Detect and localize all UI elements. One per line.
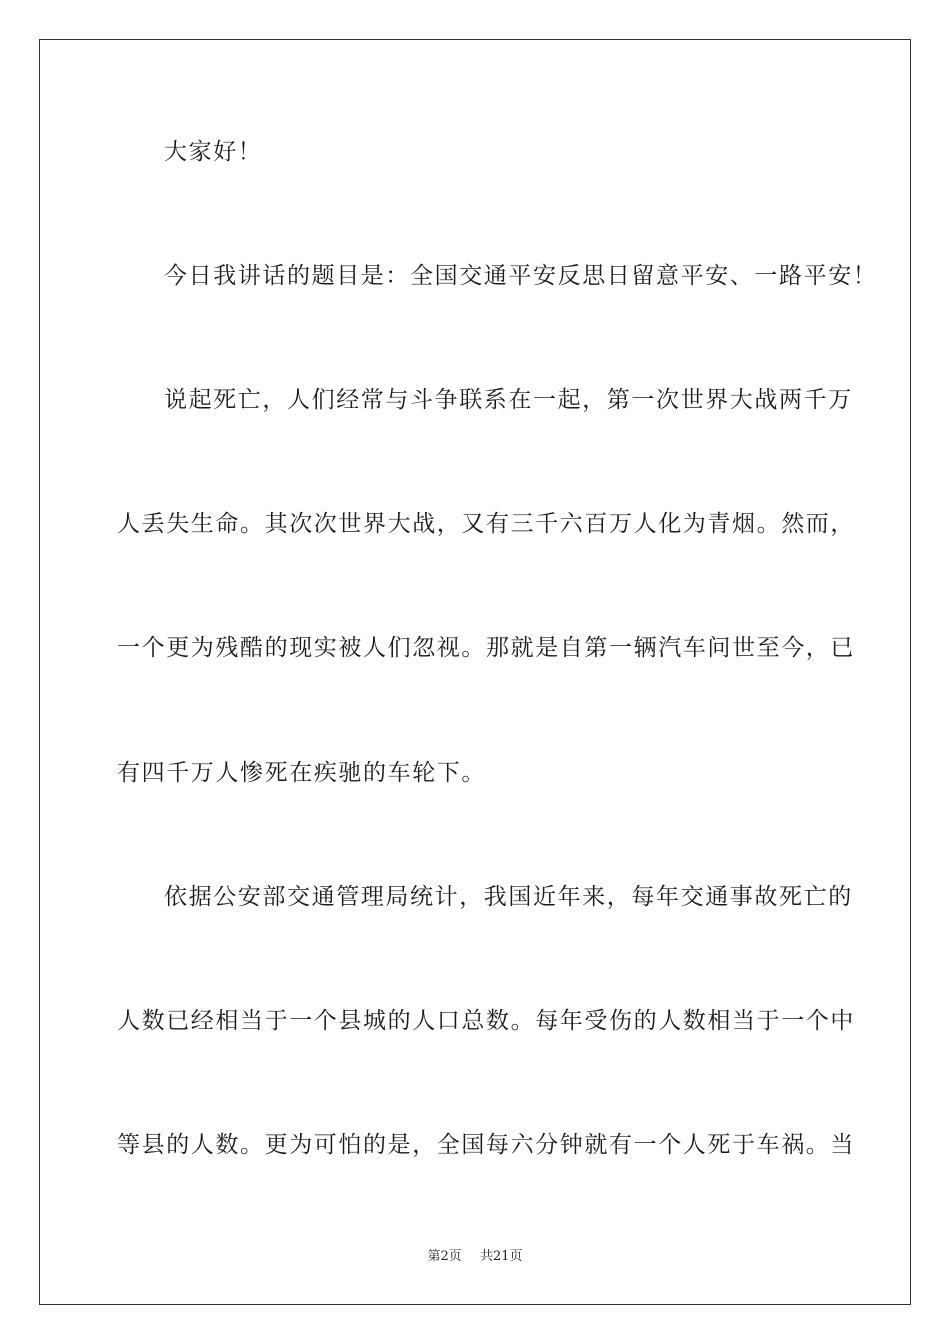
text-line-paragraph-start: 依据公安部交通管理局统计，我国近年来，每年交通事故死亡的 bbox=[164, 884, 853, 910]
text-line: 人数已经相当于一个县城的人口总数。每年受伤的人数相当于一个中 bbox=[117, 1008, 855, 1034]
page-footer bbox=[0, 1248, 950, 1266]
text-line-greeting: 大家好！ bbox=[164, 139, 263, 165]
text-line: 一个更为残酷的现实被人们忽视。那就是自第一辆汽车问世至今，已 bbox=[117, 635, 855, 661]
page-number-current: 第2页 bbox=[427, 1249, 462, 1264]
page-border bbox=[39, 39, 911, 1305]
page-number-total: 共21页 bbox=[479, 1249, 523, 1264]
text-line: 等县的人数。更为可怕的是，全国每六分钟就有一个人死于车祸。当 bbox=[117, 1132, 855, 1158]
text-line-topic: 今日我讲话的题目是：全国交通平安反思日留意平安、一路平安！ bbox=[164, 263, 878, 289]
text-line-paragraph-start: 说起死亡，人们经常与斗争联系在一起，第一次世界大战两千万 bbox=[164, 387, 853, 413]
text-line: 人丢失生命。其次次世界大战，又有三千六百万人化为青烟。然而， bbox=[117, 511, 855, 537]
text-line: 有四千万人惨死在疾驰的车轮下。 bbox=[117, 760, 486, 786]
